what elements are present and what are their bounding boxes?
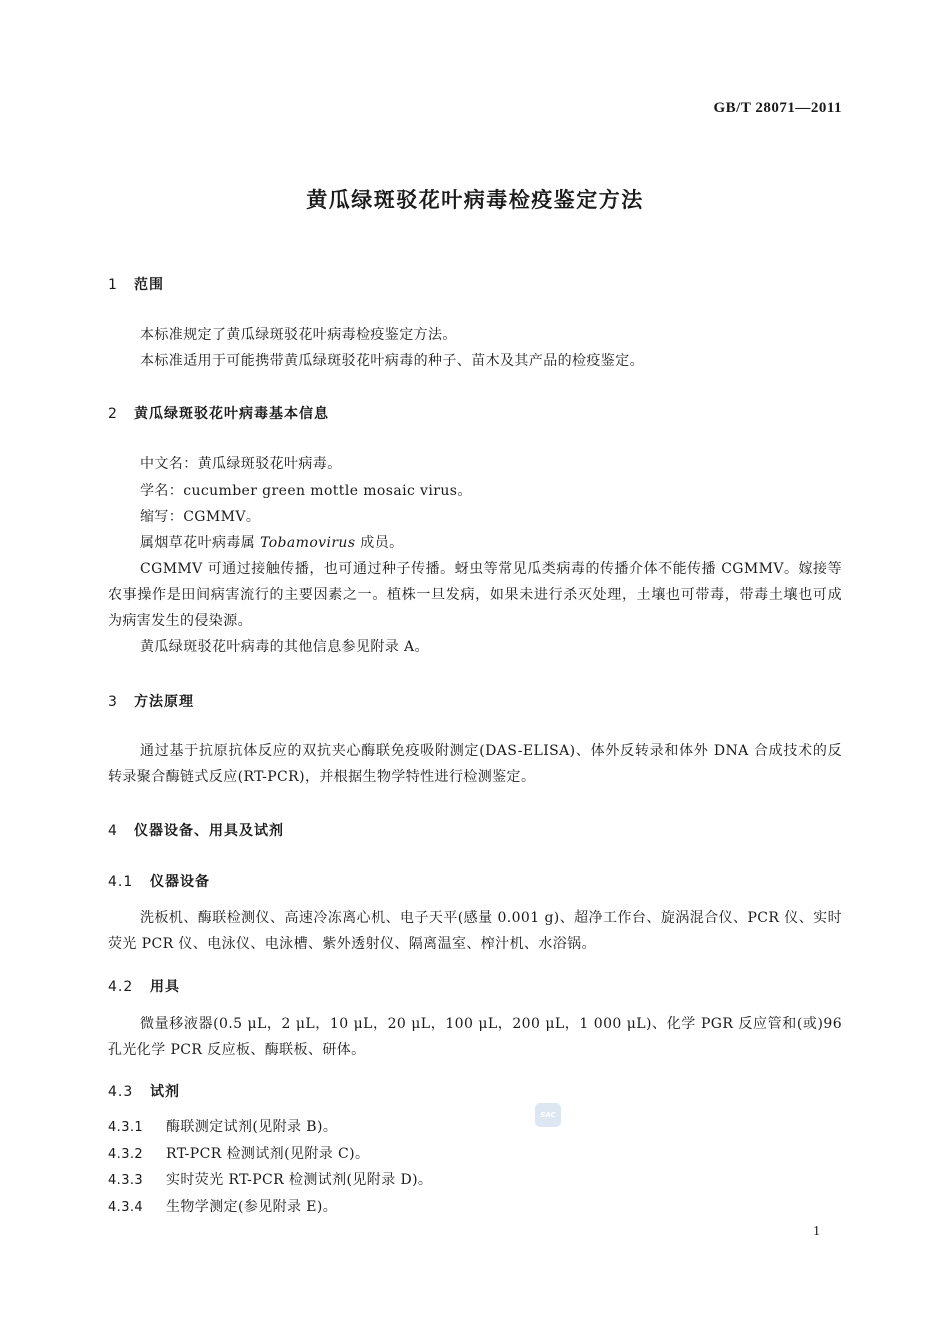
subsection-4-2-heading (108, 976, 842, 996)
item-number: 4.3.3 (108, 1173, 144, 1188)
section-title: 方法原理 (134, 694, 194, 710)
subsection-title: 仪器设备 (150, 874, 210, 890)
paragraph: 本标准适用于可能携带黄瓜绿斑驳花叶病毒的种子、苗木及其产品的检疫鉴定。 (140, 353, 644, 369)
section-1-heading (108, 274, 842, 294)
paragraph: 本标准规定了黄瓜绿斑驳花叶病毒检疫鉴定方法。 (140, 327, 457, 343)
genus-latin: Tobamovirus (260, 535, 356, 551)
item-text: 生物学测定(参见附录 E)。 (166, 1199, 338, 1215)
subsection-4-1-heading (108, 871, 842, 891)
genus-line (108, 530, 842, 556)
section-number: 2 (108, 406, 118, 422)
abbreviation: 缩写：CGMMV。 (140, 509, 261, 525)
section-title: 仪器设备、用具及试剂 (134, 823, 284, 839)
method-paragraph: 通过基于抗原抗体反应的双抗夹心酶联免疫吸附测定(DAS-ELISA)、体外反转录和体外 DNA 合成技术的反转录聚合酶链式反应(RT-PCR)，并根据生物学特性进行检测鉴定。 (108, 743, 842, 785)
subsection-number: 4.2 (108, 979, 134, 995)
section-number: 3 (108, 694, 118, 710)
list-item (108, 1114, 842, 1141)
transmission-paragraph: CGMMV 可通过接触传播，也可通过种子传播。蚜虫等常见瓜类病毒的传播介体不能传播 CGMMV。嫁接等农事操作是田间病害流行的主要因素之一。植株一旦发病，如果未进行杀灭处理，土壤也可带毒，带毒土壤也可成为病害发生的侵染源。 (108, 561, 842, 629)
list-item (108, 1141, 842, 1168)
section-number: 1 (108, 277, 118, 293)
section-3-heading (108, 691, 842, 711)
section-title: 范围 (134, 277, 164, 293)
subsection-number: 4.3 (108, 1084, 134, 1100)
other-info-paragraph: 黄瓜绿斑驳花叶病毒的其他信息参见附录 A。 (140, 639, 429, 655)
tools-paragraph: 微量移液器(0.5 μL，2 μL，10 μL，20 μL，100 μL，200 μL，1 000 μL)、化学 PGR 反应管和(或)96 孔光化学 PCR 反应板、酶联板、研体。 (108, 1016, 842, 1058)
subsection-title: 试剂 (150, 1084, 180, 1100)
section-title: 黄瓜绿斑驳花叶病毒基本信息 (134, 406, 329, 422)
subsection-title: 用具 (150, 979, 180, 995)
item-text: RT-PCR 检测试剂(见附录 C)。 (166, 1146, 370, 1162)
item-number: 4.3.1 (108, 1120, 144, 1135)
page-number: 1 (813, 1224, 820, 1239)
scientific-name: 学名：cucumber green mottle mosaic virus。 (140, 483, 472, 499)
list-item (108, 1194, 842, 1221)
section-number: 4 (108, 823, 118, 839)
chinese-name: 中文名：黄瓜绿斑驳花叶病毒。 (140, 456, 342, 472)
subsection-number: 4.1 (108, 874, 134, 890)
list-item (108, 1167, 842, 1194)
item-text: 实时荧光 RT-PCR 检测试剂(见附录 D)。 (166, 1172, 433, 1188)
genus-suffix: 成员。 (355, 535, 404, 551)
equipment-paragraph: 洗板机、酶联检测仪、高速冷冻离心机、电子天平(感量 0.001 g)、超净工作台、旋涡混合仪、PCR 仪、实时荧光 PCR 仪、电泳仪、电泳槽、紫外透射仪、隔离温室、榨汁机、水浴锅。 (108, 910, 842, 952)
item-number: 4.3.2 (108, 1147, 144, 1162)
item-text: 酶联测定试剂(见附录 B)。 (166, 1119, 338, 1135)
section-2-heading (108, 403, 842, 423)
sac-watermark-logo: SAC (535, 1103, 561, 1127)
standard-code: GB/T 28071—2011 (713, 100, 842, 116)
genus-prefix: 属烟草花叶病毒属 (140, 535, 261, 551)
subsection-4-3-heading (108, 1081, 842, 1101)
item-number: 4.3.4 (108, 1200, 144, 1215)
document-title: 黄瓜绿斑驳花叶病毒检疫鉴定方法 (306, 188, 644, 212)
section-4-heading (108, 820, 842, 840)
